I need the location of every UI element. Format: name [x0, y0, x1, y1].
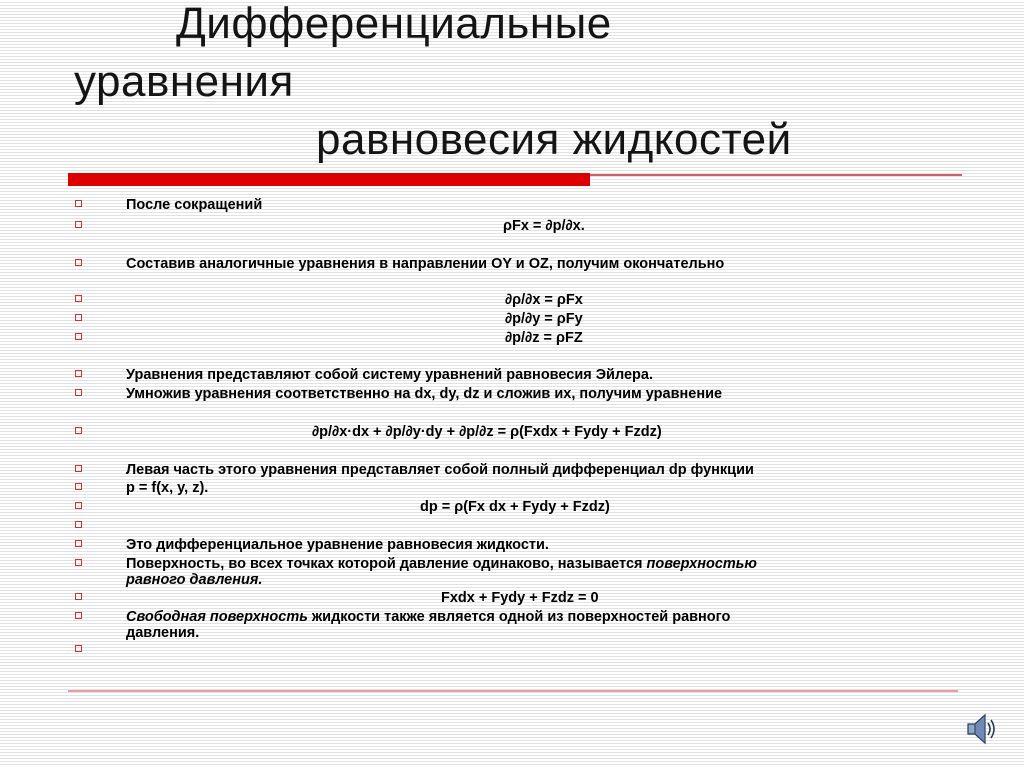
bullet-icon [75, 389, 82, 396]
bullet-icon [75, 540, 82, 547]
equation: Fxdx + Fydy + Fzdz = 0 [441, 590, 599, 606]
equation: ∂p/∂y = ρFy [505, 311, 583, 327]
list-item-text: жидкости также является одной из поверхностей равного [307, 609, 731, 625]
bullet-icon [75, 612, 82, 619]
bullet-icon [75, 314, 82, 321]
equation: ρFx = ∂p/∂x. [503, 218, 585, 234]
bullet-icon [75, 483, 82, 490]
bullet-icon [75, 200, 82, 207]
equation: ∂p/∂z = ρFZ [505, 330, 583, 346]
bullet-icon [75, 521, 82, 528]
list-item: Уравнения представляют собой систему уравнений равновесия Эйлера. [126, 367, 653, 383]
speaker-icon[interactable] [966, 712, 998, 746]
slide-title-line-1: Дифференциальные [176, 0, 612, 48]
bullet-icon [75, 502, 82, 509]
bullet-icon [75, 559, 82, 566]
slide-title-line-3: равновесия жидкостей [316, 115, 792, 164]
bullet-icon [75, 593, 82, 600]
list-item: Левая часть этого уравнения представляет собой полный дифференциал dp функции [126, 462, 754, 478]
bottom-rule [68, 690, 958, 692]
bullet-icon [75, 259, 82, 266]
bullet-icon [75, 333, 82, 340]
bullet-icon [75, 221, 82, 228]
list-item-continuation: давления. [126, 625, 200, 641]
equation: ∂p/∂x·dx + ∂p/∂y·dy + ∂p/∂z = ρ(Fxdx + Fydy + Fzdz) [312, 424, 662, 440]
italic-term: Свободная поверхность [126, 609, 308, 625]
list-item-text: Поверхность, во всех точках которой давление одинаково, называется [126, 556, 647, 572]
bullet-icon [75, 295, 82, 302]
list-item: После сокращений [126, 197, 263, 213]
title-rule-line [590, 174, 962, 176]
equation: ∂ρ/∂x = ρFx [505, 292, 583, 308]
list-item [126, 556, 757, 573]
list-item: Составив аналогичные уравнения в направлении OY и OZ, получим окончательно [126, 256, 725, 272]
list-item-continuation: равного давления. [126, 572, 263, 588]
list-item: p = f(x, y, z). [126, 480, 209, 496]
slide-title-line-2: уравнения [74, 57, 294, 106]
italic-term: поверхностью [646, 556, 757, 572]
equation: dp = ρ(Fx dx + Fydy + Fzdz) [420, 499, 610, 515]
bullet-icon [75, 465, 82, 472]
bullet-icon [75, 370, 82, 377]
bullet-icon [75, 427, 82, 434]
list-item: Это дифференциальное уравнение равновесия жидкости. [126, 537, 549, 553]
title-accent-bar [68, 173, 590, 186]
bullet-icon [75, 645, 82, 652]
list-item [126, 609, 730, 626]
list-item: Умножив уравнения соответственно на dx, dy, dz и сложив их, получим уравнение [126, 386, 723, 402]
